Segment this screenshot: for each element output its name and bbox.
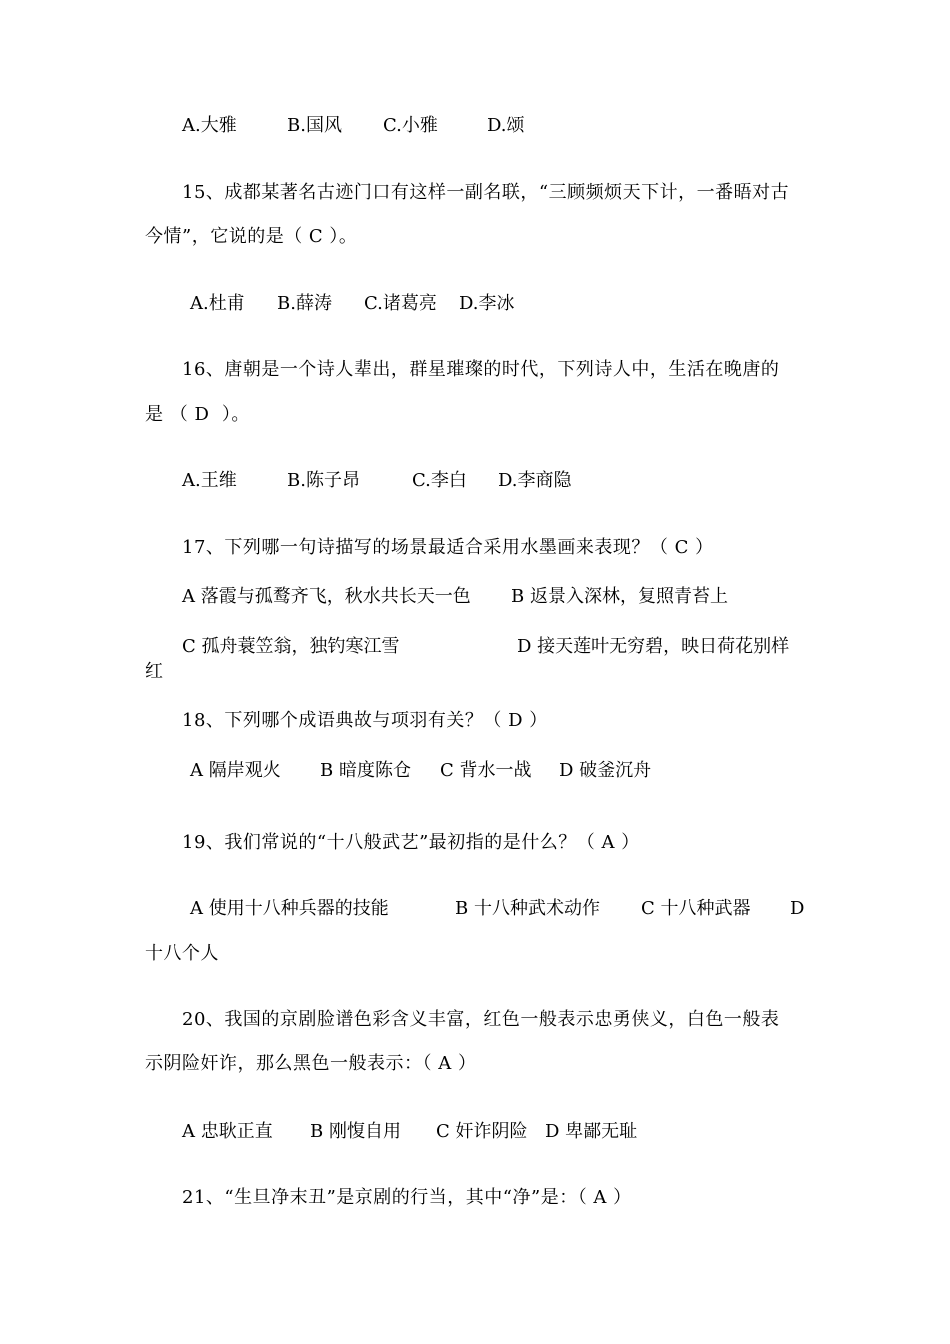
- q21-question-line1: 21、“生旦净末丑”是京剧的行当，其中“净”是：（ A ）: [182, 1187, 632, 1208]
- q15-option-b: B.薛涛: [277, 293, 332, 314]
- q17-option-c: C 孤舟蓑笠翁，独钓寒江雪: [182, 636, 400, 657]
- q15-option-d: D.李冰: [459, 293, 515, 314]
- q14-options: [0, 114, 950, 138]
- q20-question-line1: 20、我国的京剧脸谱色彩含义丰富，红色一般表示忠勇侠义，白色一般表: [182, 1009, 780, 1030]
- q16-options: [0, 469, 950, 493]
- q15-question-line1: 15、成都某著名古迹门口有这样一副名联，“三顾频烦天下计，一番晤对古: [182, 182, 790, 203]
- q18-option-c: C 背水一战: [440, 760, 532, 781]
- q15-option-c: C.诸葛亮: [364, 293, 437, 314]
- q20-option-a: A 忠耿正直: [182, 1121, 273, 1142]
- q19-option-c: C 十八种武器: [641, 898, 751, 919]
- q16-option-a: A.王维: [182, 470, 237, 491]
- q19-option-d-continued: 十八个人: [145, 943, 219, 964]
- q18-option-d: D 破釜沉舟: [559, 760, 652, 781]
- q20-options: [0, 1120, 950, 1144]
- q18-options: [0, 759, 950, 783]
- q18-question-line1: 18、下列哪个成语典故与项羽有关？（ D ）: [182, 710, 548, 731]
- q17-options-row2: [0, 635, 950, 659]
- q20-option-c: C 奸诈阴险: [436, 1121, 528, 1142]
- q14-option-d: D.颂: [487, 115, 525, 136]
- q17-option-d-continued: 红: [145, 661, 164, 682]
- q19-options: [0, 897, 950, 921]
- q17-options-row1: [0, 585, 950, 609]
- q20-option-d: D 卑鄙无耻: [545, 1121, 638, 1142]
- q19-option-b: B 十八种武术动作: [455, 898, 600, 919]
- q20-option-b: B 刚愎自用: [310, 1121, 401, 1142]
- q18-option-b: B 暗度陈仓: [320, 760, 411, 781]
- q16-option-d: D.李商隐: [498, 470, 572, 491]
- q14-option-a: A.大雅: [182, 115, 237, 136]
- q15-options: [0, 292, 950, 316]
- q17-option-d: D 接天莲叶无穷碧，映日荷花别样: [517, 636, 790, 657]
- q19-option-a: A 使用十八种兵器的技能: [190, 898, 389, 919]
- q16-question-line1: 16、唐朝是一个诗人辈出，群星璀璨的时代，下列诗人中，生活在晚唐的: [182, 359, 780, 380]
- q15-option-a: A.杜甫: [190, 293, 245, 314]
- q16-option-b: B.陈子昂: [287, 470, 360, 491]
- q18-option-a: A 隔岸观火: [190, 760, 281, 781]
- q19-question-line1: 19、我们常说的“十八般武艺”最初指的是什么？（ A ）: [182, 832, 640, 853]
- q16-question-line2: 是 （ D ）。: [145, 404, 250, 425]
- q14-option-c: C.小雅: [383, 115, 438, 136]
- q15-question-line2: 今情”，它说的是（ C ）。: [145, 226, 358, 247]
- q17-option-b: B 返景入深林，复照青苔上: [511, 586, 728, 607]
- q20-question-line2: 示阴险奸诈，那么黑色一般表示：（ A ）: [145, 1053, 477, 1074]
- q17-question-line1: 17、下列哪一句诗描写的场景最适合采用水墨画来表现？（ C ）: [182, 537, 714, 558]
- q16-option-c: C.李白: [412, 470, 467, 491]
- q17-option-a: A 落霞与孤鹜齐飞，秋水共长天一色: [182, 586, 471, 607]
- q14-option-b: B.国风: [287, 115, 342, 136]
- q19-option-d: D: [790, 898, 805, 919]
